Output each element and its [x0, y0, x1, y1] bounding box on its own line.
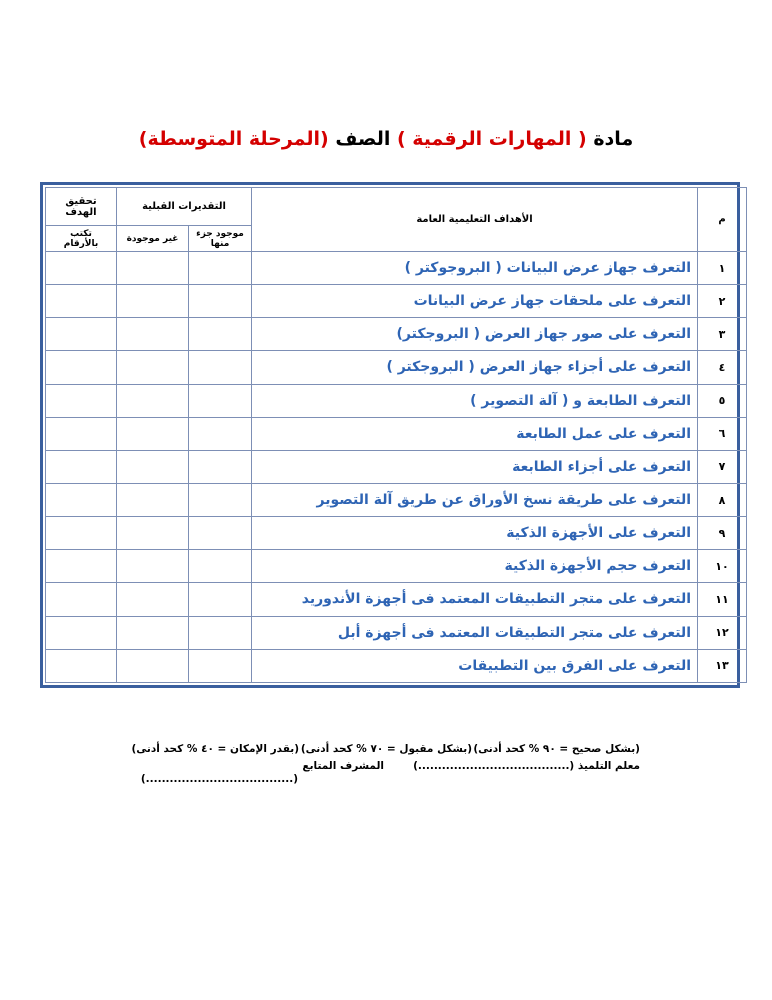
- cell-achievement[interactable]: [46, 616, 117, 649]
- row-number: ١٠: [698, 550, 747, 583]
- supervisor-label: المشرف المتابع: [302, 760, 384, 772]
- row-number: ٦: [698, 417, 747, 450]
- row-number: ٣: [698, 318, 747, 351]
- row-goal: التعرف على صور جهاز العرض ( البروجكتر): [252, 318, 698, 351]
- cell-partial[interactable]: [189, 517, 252, 550]
- cell-partial[interactable]: [189, 252, 252, 285]
- cell-partial[interactable]: [189, 583, 252, 616]
- table-row: [46, 252, 747, 285]
- table-row: [46, 483, 747, 516]
- table-row: [46, 285, 747, 318]
- cell-missing[interactable]: [117, 649, 189, 682]
- title-subject: ( المهارات الرقمية ): [396, 128, 587, 150]
- row-number: ١٢: [698, 616, 747, 649]
- cell-achievement[interactable]: [46, 649, 117, 682]
- row-number: ٢: [698, 285, 747, 318]
- cell-missing[interactable]: [117, 318, 189, 351]
- row-goal: التعرف على أجزاء جهاز العرض ( البروجكتر ): [252, 351, 698, 384]
- row-number: ١: [698, 252, 747, 285]
- header-achievement: تحقيق الهدف: [46, 188, 117, 226]
- row-goal: التعرف على متجر التطبيقات المعتمد فى أجهزة أبل: [252, 616, 698, 649]
- row-number: ٩: [698, 517, 747, 550]
- supervisor-signature: (.....................................): [140, 773, 298, 785]
- cell-partial[interactable]: [189, 649, 252, 682]
- cell-achievement[interactable]: [46, 351, 117, 384]
- cell-missing[interactable]: [117, 517, 189, 550]
- table-row: [46, 450, 747, 483]
- grading-possible: (بقدر الإمكان = ٤٠ % كحد أدنى): [131, 743, 299, 755]
- objectives-table-frame: [40, 182, 740, 688]
- row-goal: التعرف الطابعة و ( آلة التصوير ): [252, 384, 698, 417]
- row-number: ٧: [698, 450, 747, 483]
- row-number: ١١: [698, 583, 747, 616]
- cell-missing[interactable]: [117, 450, 189, 483]
- table-row: [46, 417, 747, 450]
- objectives-table: [45, 187, 747, 683]
- row-goal: التعرف حجم الأجهزة الذكية: [252, 550, 698, 583]
- table-row: [46, 583, 747, 616]
- table-row: [46, 616, 747, 649]
- teacher-signature: معلم التلميذ (......................................): [413, 760, 640, 772]
- cell-missing[interactable]: [117, 252, 189, 285]
- header-partial: موجود جزء منها: [189, 226, 252, 252]
- page-title: [0, 128, 772, 150]
- header-missing: غير موجودة: [117, 226, 189, 252]
- row-number: ٥: [698, 384, 747, 417]
- cell-partial[interactable]: [189, 318, 252, 351]
- table-row: [46, 649, 747, 682]
- title-grade: (المرحلة المتوسطة): [138, 128, 329, 150]
- cell-missing[interactable]: [117, 616, 189, 649]
- cell-missing[interactable]: [117, 483, 189, 516]
- cell-missing[interactable]: [117, 384, 189, 417]
- cell-achievement[interactable]: [46, 583, 117, 616]
- cell-achievement[interactable]: [46, 517, 117, 550]
- table-row: [46, 318, 747, 351]
- cell-missing[interactable]: [117, 351, 189, 384]
- cell-achievement[interactable]: [46, 550, 117, 583]
- header-in-numbers: تكتب بالأرقام: [46, 226, 117, 252]
- cell-partial[interactable]: [189, 450, 252, 483]
- row-number: ١٣: [698, 649, 747, 682]
- cell-achievement[interactable]: [46, 483, 117, 516]
- row-number: ٨: [698, 483, 747, 516]
- row-goal: التعرف على الأجهزة الذكية: [252, 517, 698, 550]
- row-goal: التعرف على ملحقات جهاز عرض البيانات: [252, 285, 698, 318]
- cell-achievement[interactable]: [46, 252, 117, 285]
- grading-acceptable: (بشكل مقبول = ٧٠ % كحد أدنى): [300, 743, 472, 755]
- title-grade-label: الصف: [335, 128, 391, 150]
- cell-achievement[interactable]: [46, 450, 117, 483]
- cell-missing[interactable]: [117, 583, 189, 616]
- header-prior-estimates: التقديرات القبلية: [117, 188, 252, 226]
- row-goal: التعرف على أجزاء الطابعة: [252, 450, 698, 483]
- cell-partial[interactable]: [189, 285, 252, 318]
- row-goal: التعرف على متجر التطبيقات المعتمد فى أجهزة الأندوريد: [252, 583, 698, 616]
- cell-missing[interactable]: [117, 417, 189, 450]
- cell-partial[interactable]: [189, 417, 252, 450]
- table-row: [46, 351, 747, 384]
- cell-partial[interactable]: [189, 616, 252, 649]
- row-goal: التعرف على عمل الطابعة: [252, 417, 698, 450]
- cell-missing[interactable]: [117, 285, 189, 318]
- cell-achievement[interactable]: [46, 318, 117, 351]
- cell-partial[interactable]: [189, 550, 252, 583]
- cell-partial[interactable]: [189, 351, 252, 384]
- table-row: [46, 384, 747, 417]
- cell-achievement[interactable]: [46, 384, 117, 417]
- cell-achievement[interactable]: [46, 417, 117, 450]
- cell-missing[interactable]: [117, 550, 189, 583]
- grading-correct: (بشكل صحيح = ٩٠ % كحد أدنى): [473, 743, 640, 755]
- header-goals: الأهداف التعليمية العامة: [252, 188, 698, 252]
- row-goal: التعرف على الفرق بين التطبيقات: [252, 649, 698, 682]
- cell-achievement[interactable]: [46, 285, 117, 318]
- cell-partial[interactable]: [189, 483, 252, 516]
- row-goal: التعرف على طريقة نسخ الأوراق عن طريق آلة التصوير: [252, 483, 698, 516]
- table-row: [46, 550, 747, 583]
- table-row: [46, 517, 747, 550]
- header-number: م: [698, 188, 747, 252]
- cell-partial[interactable]: [189, 384, 252, 417]
- row-number: ٤: [698, 351, 747, 384]
- row-goal: التعرف جهاز عرض البيانات ( البروجوكتر ): [252, 252, 698, 285]
- title-subject-label: مادة: [593, 128, 634, 150]
